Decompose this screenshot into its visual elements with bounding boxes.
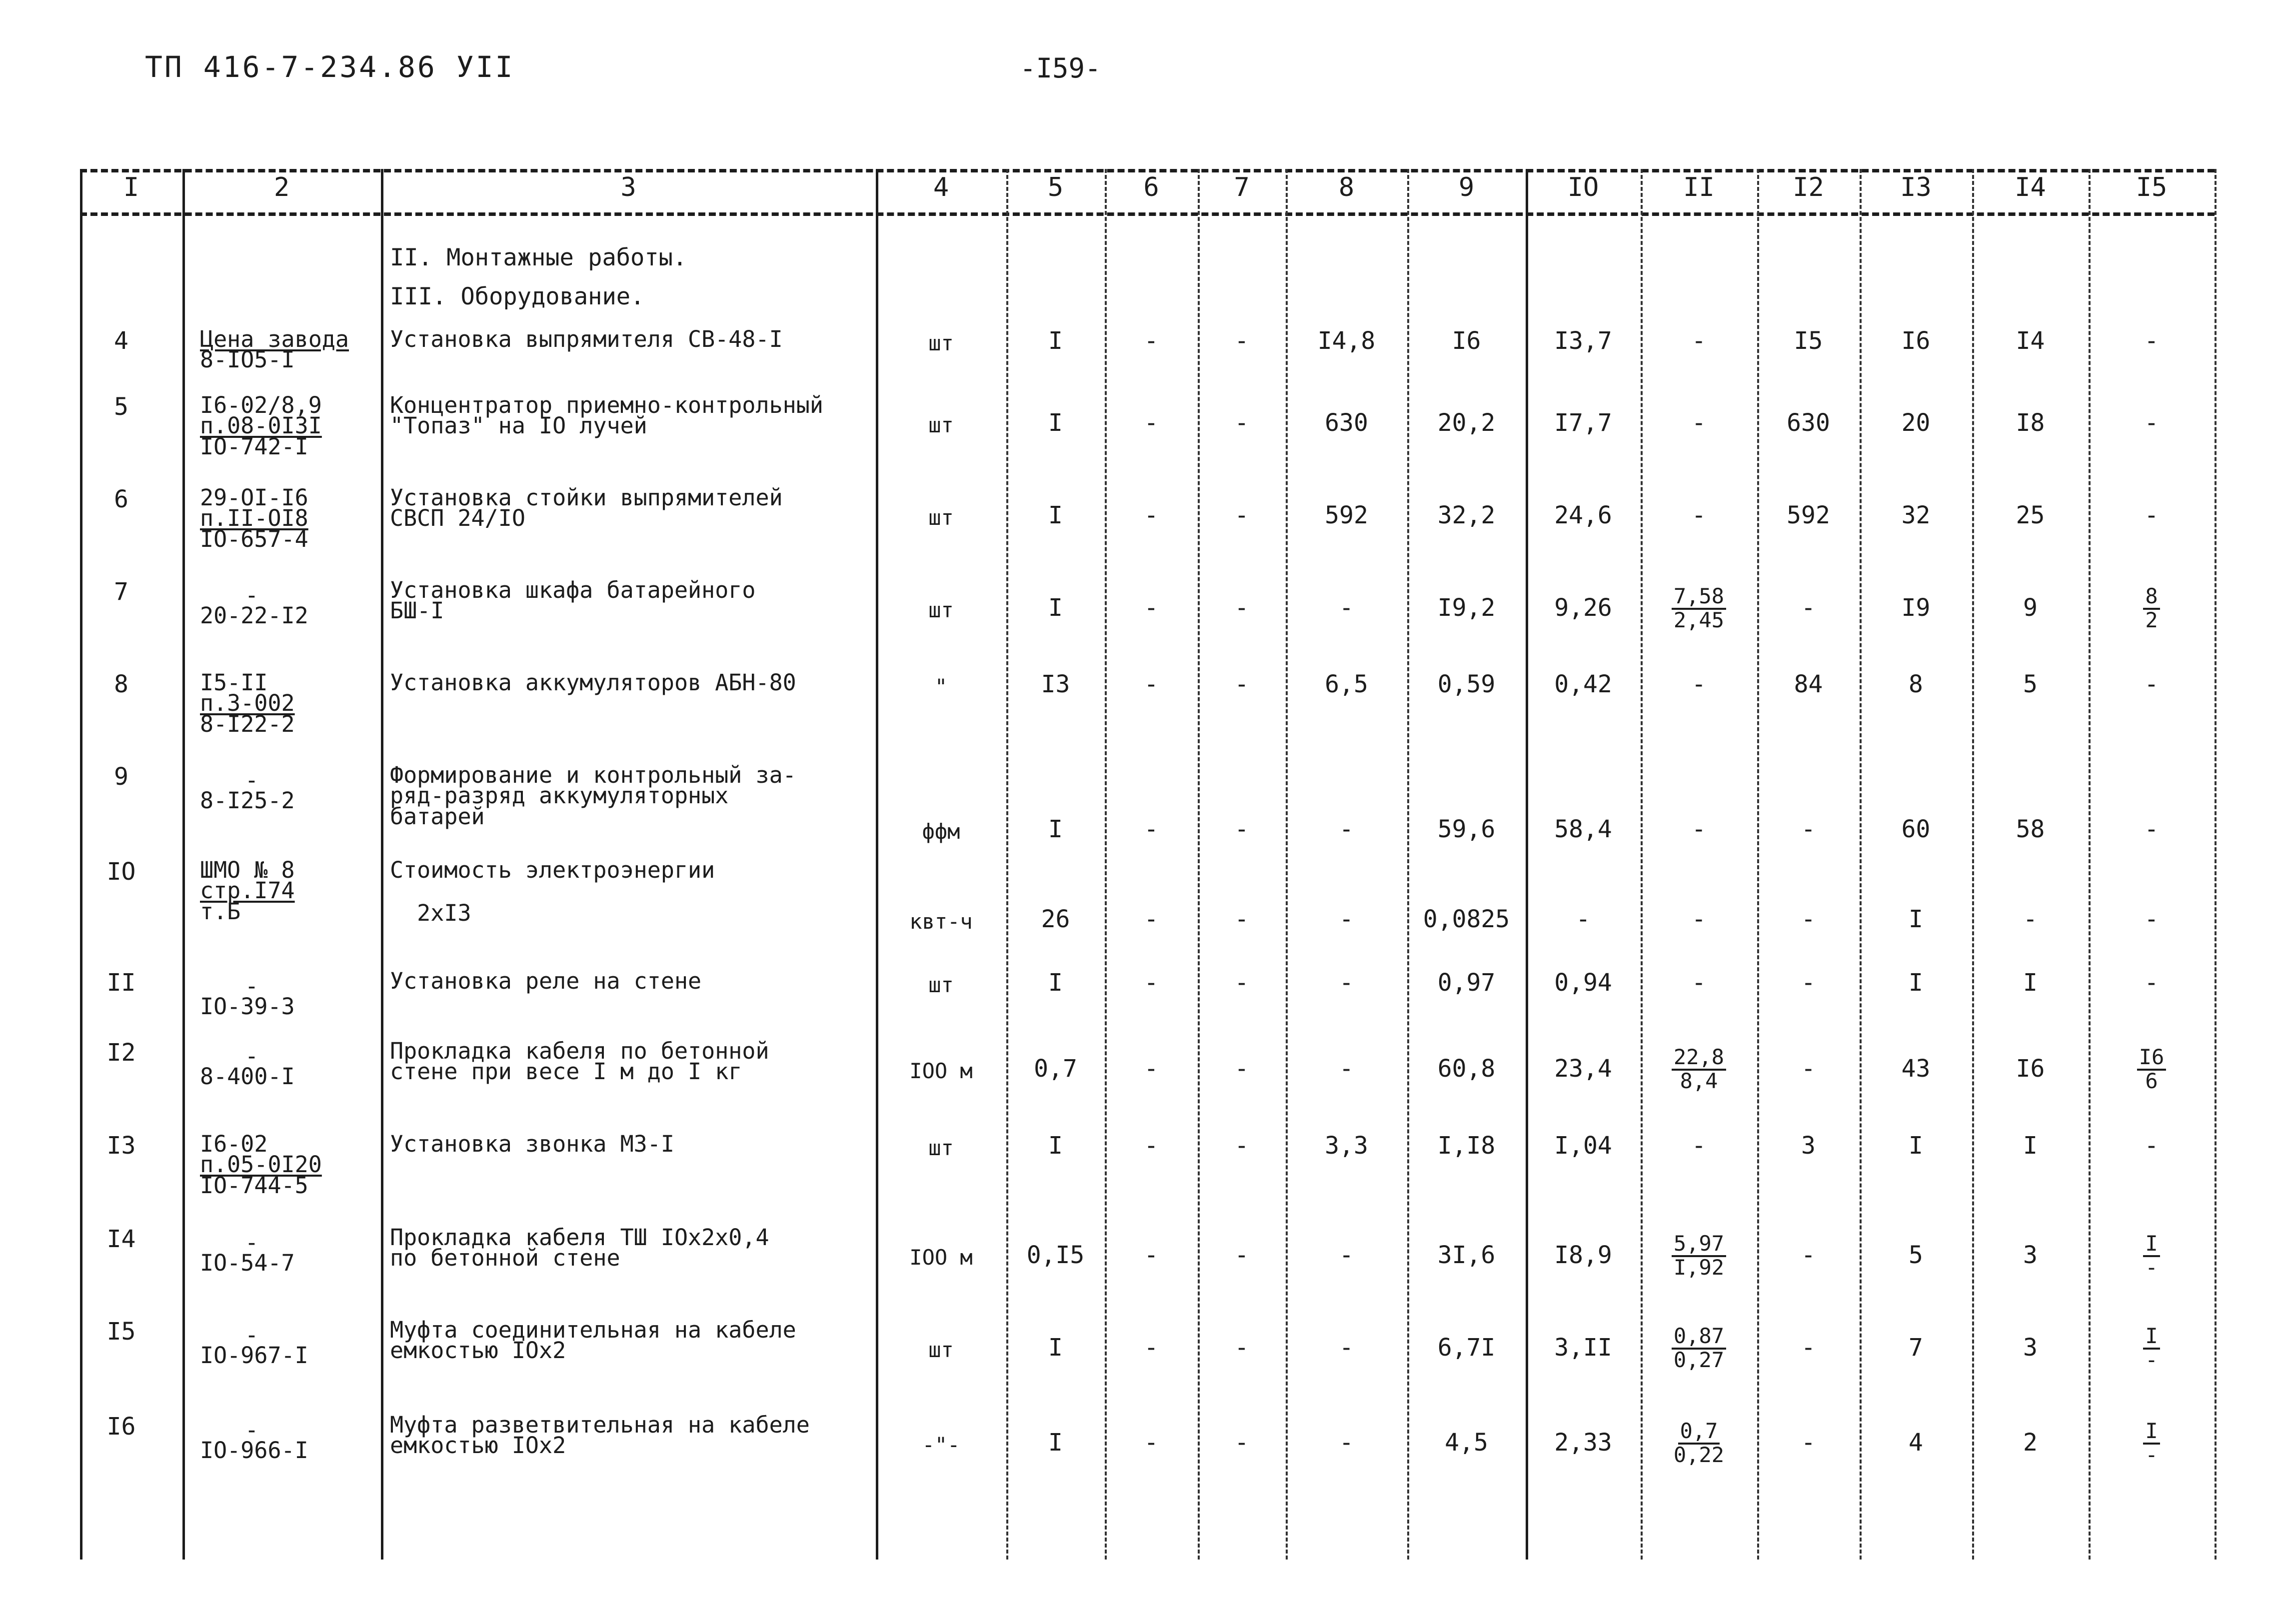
value-cell: 32,2 bbox=[1437, 501, 1496, 529]
fraction-numerator: 8 bbox=[2143, 586, 2160, 610]
fraction-value bbox=[1641, 1326, 1757, 1371]
work-description bbox=[390, 1038, 870, 1085]
work-description-line: Установка стойки выпрямителей bbox=[390, 484, 783, 511]
value-cell: I5 bbox=[1794, 327, 1823, 355]
work-description bbox=[390, 968, 870, 994]
fraction-denominator: 8,4 bbox=[1680, 1069, 1718, 1093]
work-description-line: емкостью IOx2 bbox=[390, 1337, 566, 1364]
value-cell: - bbox=[1692, 815, 1706, 843]
column-header: 6 bbox=[1143, 172, 1159, 202]
work-description-line: 2xI3 bbox=[390, 900, 471, 927]
value-cell: I bbox=[1048, 815, 1063, 843]
value-cell: I,04 bbox=[1554, 1132, 1612, 1160]
column-header: 8 bbox=[1338, 172, 1355, 202]
price-code-line: п.3-002 bbox=[200, 690, 295, 717]
value-cell: - bbox=[1801, 1055, 1816, 1083]
document-code: ТП 416-7-234.86 УII bbox=[145, 50, 515, 84]
fraction-value bbox=[1641, 1233, 1757, 1278]
price-code-line: т.Б bbox=[200, 898, 241, 925]
fraction-denominator: - bbox=[2145, 1443, 2158, 1467]
price-code-line: - bbox=[245, 1229, 259, 1256]
column-header: IO bbox=[1567, 172, 1599, 202]
work-description-line: Муфта разветвительная на кабеле bbox=[390, 1412, 810, 1438]
column-divider bbox=[182, 169, 185, 1560]
price-code-line: I6-02 bbox=[200, 1131, 268, 1157]
value-cell: - bbox=[2144, 1132, 2159, 1160]
value-cell: 592 bbox=[1787, 501, 1830, 529]
row-number: IO bbox=[106, 858, 136, 886]
fraction-numerator: I bbox=[2143, 1421, 2160, 1445]
value-cell: I bbox=[1909, 969, 1923, 997]
value-cell: 630 bbox=[1325, 409, 1368, 437]
value-cell: I8,9 bbox=[1554, 1241, 1612, 1269]
row-number: 5 bbox=[114, 393, 128, 421]
row-number: I4 bbox=[106, 1225, 136, 1253]
work-description-line: ряд-разряд аккумуляторных bbox=[390, 782, 729, 809]
value-cell: - bbox=[1234, 905, 1249, 933]
value-cell: I bbox=[1048, 327, 1063, 355]
value-cell: - bbox=[1234, 1334, 1249, 1362]
fraction-numerator: 7,58 bbox=[1672, 586, 1726, 610]
row-number: II bbox=[106, 969, 136, 997]
value-cell: I6 bbox=[2016, 1055, 2045, 1083]
header-bottom-line bbox=[80, 212, 2215, 216]
value-cell: - bbox=[2144, 670, 2159, 698]
value-cell: 58 bbox=[2016, 815, 2045, 843]
value-cell: 3,3 bbox=[1325, 1132, 1368, 1160]
value-cell: 5 bbox=[2023, 670, 2038, 698]
unit: IOO м bbox=[909, 1059, 973, 1083]
row-number: I5 bbox=[106, 1318, 136, 1346]
value-cell: 84 bbox=[1794, 670, 1823, 698]
value-cell: - bbox=[1801, 1429, 1816, 1457]
value-cell: 2 bbox=[2023, 1429, 2038, 1457]
value-cell: - bbox=[1339, 815, 1354, 843]
price-code bbox=[200, 1417, 385, 1464]
value-cell: I4,8 bbox=[1317, 327, 1376, 355]
unit: шт bbox=[928, 413, 954, 437]
price-code-line: ШМО № 8 bbox=[200, 857, 295, 883]
price-code bbox=[200, 767, 385, 814]
work-description bbox=[390, 392, 870, 439]
work-description-line: стене при весе I м до I кг bbox=[390, 1058, 742, 1085]
value-cell: 3 bbox=[2023, 1334, 2038, 1362]
value-cell: - bbox=[1339, 1055, 1354, 1083]
value-cell: I bbox=[1048, 594, 1063, 622]
fraction-denominator: 0,27 bbox=[1673, 1348, 1725, 1372]
fraction-numerator: I6 bbox=[2137, 1047, 2167, 1071]
value-cell: - bbox=[1144, 1241, 1159, 1269]
column-header: 2 bbox=[273, 172, 290, 202]
value-cell: - bbox=[1692, 969, 1706, 997]
price-code-line: п.05-0I20 bbox=[200, 1151, 322, 1178]
work-description bbox=[390, 857, 870, 927]
work-description bbox=[390, 577, 870, 624]
value-cell: 8 bbox=[1909, 670, 1923, 698]
value-cell: 60,8 bbox=[1437, 1055, 1496, 1083]
value-cell: 60 bbox=[1901, 815, 1931, 843]
value-cell: - bbox=[1234, 1055, 1249, 1083]
value-cell: I7,7 bbox=[1554, 409, 1612, 437]
value-cell: I3 bbox=[1041, 670, 1070, 698]
fraction-value bbox=[1641, 1047, 1757, 1092]
value-cell: - bbox=[1234, 670, 1249, 698]
value-cell: I6 bbox=[1901, 327, 1931, 355]
value-cell: 6,5 bbox=[1325, 670, 1368, 698]
work-description bbox=[390, 326, 870, 352]
value-cell: - bbox=[1692, 670, 1706, 698]
fraction-numerator: I bbox=[2143, 1326, 2160, 1350]
value-cell: I9,2 bbox=[1437, 594, 1496, 622]
work-description-line: Установка реле на стене bbox=[390, 968, 702, 994]
value-cell: - bbox=[1234, 1241, 1249, 1269]
fraction-denominator: I,92 bbox=[1673, 1255, 1725, 1280]
price-code bbox=[200, 1229, 385, 1277]
price-code bbox=[200, 1322, 385, 1369]
fraction-value bbox=[2089, 1326, 2215, 1371]
value-cell: I bbox=[1048, 409, 1063, 437]
value-cell: - bbox=[1234, 1429, 1249, 1457]
unit: ффм bbox=[922, 819, 960, 844]
price-code-line: - bbox=[245, 582, 259, 608]
column-header: 5 bbox=[1047, 172, 1064, 202]
work-description-line: БШ-I bbox=[390, 597, 444, 624]
value-cell: I4 bbox=[2016, 327, 2045, 355]
fraction-numerator: 0,87 bbox=[1672, 1326, 1726, 1350]
value-cell: - bbox=[1144, 327, 1159, 355]
section-title-equipment: III. Оборудование. bbox=[390, 283, 645, 310]
fraction-denominator: - bbox=[2145, 1348, 2158, 1372]
fraction-value bbox=[1641, 1421, 1757, 1466]
unit: " bbox=[934, 674, 948, 699]
fraction-numerator: 5,97 bbox=[1672, 1233, 1726, 1257]
value-cell: I6 bbox=[1452, 327, 1481, 355]
price-code bbox=[200, 1043, 385, 1090]
value-cell: - bbox=[2144, 409, 2159, 437]
value-cell: I bbox=[1048, 1334, 1063, 1362]
fraction-value bbox=[2089, 586, 2215, 631]
value-cell: - bbox=[1339, 594, 1354, 622]
value-cell: - bbox=[1801, 905, 1816, 933]
fraction-numerator: I bbox=[2143, 1233, 2160, 1257]
work-description bbox=[390, 1224, 870, 1272]
fraction-value bbox=[1641, 586, 1757, 631]
value-cell: 630 bbox=[1787, 409, 1830, 437]
column-header: II bbox=[1683, 172, 1715, 202]
value-cell: 43 bbox=[1901, 1055, 1931, 1083]
value-cell: - bbox=[1801, 1334, 1816, 1362]
value-cell: - bbox=[1234, 501, 1249, 529]
value-cell: I bbox=[1048, 969, 1063, 997]
price-code-line: IO-967-I bbox=[200, 1342, 308, 1369]
value-cell: - bbox=[1144, 1132, 1159, 1160]
unit: шт bbox=[928, 1338, 954, 1362]
value-cell: - bbox=[2023, 905, 2038, 933]
value-cell: 3 bbox=[2023, 1241, 2038, 1269]
fraction-value bbox=[2089, 1047, 2215, 1092]
row-number: 9 bbox=[114, 763, 128, 791]
value-cell: - bbox=[1801, 969, 1816, 997]
work-description-line: Стоимость электроэнергии bbox=[390, 857, 715, 883]
price-code bbox=[200, 669, 385, 737]
unit: IOO м bbox=[909, 1245, 973, 1270]
value-cell: - bbox=[1144, 905, 1159, 933]
value-cell: 23,4 bbox=[1554, 1055, 1612, 1083]
table-top-line bbox=[80, 169, 2215, 172]
price-code bbox=[200, 1131, 385, 1199]
price-code-line: п.08-0I3I bbox=[200, 412, 322, 439]
value-cell: - bbox=[1692, 409, 1706, 437]
value-cell: I bbox=[2023, 1132, 2038, 1160]
price-code-line: - bbox=[245, 1417, 259, 1443]
value-cell: 3 bbox=[1801, 1132, 1816, 1160]
price-code bbox=[200, 484, 385, 552]
work-description-line: Прокладка кабеля по бетонной bbox=[390, 1038, 769, 1064]
value-cell: 26 bbox=[1041, 905, 1070, 933]
row-number: 6 bbox=[114, 485, 128, 513]
work-description bbox=[390, 484, 870, 532]
row-number: 7 bbox=[114, 578, 128, 606]
value-cell: I9 bbox=[1901, 594, 1931, 622]
column-header: I5 bbox=[2136, 172, 2168, 202]
fraction-denominator: - bbox=[2145, 1255, 2158, 1280]
value-cell: 58,4 bbox=[1554, 815, 1612, 843]
value-cell: 32 bbox=[1901, 501, 1931, 529]
price-code-line: стр.I74 bbox=[200, 877, 295, 904]
work-description-line: Муфта соединительная на кабеле bbox=[390, 1317, 796, 1343]
value-cell: 0,0825 bbox=[1423, 905, 1510, 933]
work-description bbox=[390, 1412, 870, 1459]
value-cell: - bbox=[1234, 409, 1249, 437]
price-code-line: 20-22-I2 bbox=[200, 602, 308, 629]
value-cell: I,I8 bbox=[1437, 1132, 1496, 1160]
value-cell: - bbox=[1144, 1429, 1159, 1457]
fraction-value bbox=[2089, 1233, 2215, 1278]
price-code-line: 29-OI-I6 bbox=[200, 484, 308, 511]
work-description-line: батарей bbox=[390, 803, 485, 830]
value-cell: - bbox=[1801, 1241, 1816, 1269]
price-code-line: I6-02/8,9 bbox=[200, 392, 322, 418]
value-cell: 24,6 bbox=[1554, 501, 1612, 529]
value-cell: 25 bbox=[2016, 501, 2045, 529]
price-code-line: I5-II bbox=[200, 669, 268, 696]
value-cell: 9,26 bbox=[1554, 594, 1612, 622]
fraction-numerator: 0,7 bbox=[1678, 1421, 1720, 1445]
value-cell: 2,33 bbox=[1554, 1429, 1612, 1457]
price-code-line: - bbox=[245, 1322, 259, 1348]
value-cell: 9 bbox=[2023, 594, 2038, 622]
fraction-denominator: 2,45 bbox=[1673, 608, 1725, 632]
value-cell: - bbox=[1692, 501, 1706, 529]
value-cell: - bbox=[1339, 969, 1354, 997]
value-cell: 7 bbox=[1909, 1334, 1923, 1362]
value-cell: - bbox=[1234, 969, 1249, 997]
price-code-line: - bbox=[245, 1043, 259, 1069]
value-cell: - bbox=[1576, 905, 1591, 933]
price-code bbox=[200, 392, 385, 460]
unit: -"- bbox=[922, 1433, 960, 1457]
work-description-line: СВСП 24/IO bbox=[390, 505, 525, 532]
work-description-line: Установка звонка МЗ-I bbox=[390, 1131, 674, 1157]
value-cell: I bbox=[1909, 905, 1923, 933]
value-cell: - bbox=[1144, 670, 1159, 698]
price-code-line: 8-I25-2 bbox=[200, 787, 295, 814]
value-cell: 0,42 bbox=[1554, 670, 1612, 698]
row-number: 4 bbox=[114, 327, 128, 355]
row-number: 8 bbox=[114, 670, 128, 698]
value-cell: - bbox=[1339, 1429, 1354, 1457]
price-code-line: - bbox=[245, 973, 259, 999]
value-cell: I bbox=[1048, 1132, 1063, 1160]
work-description bbox=[390, 1317, 870, 1364]
column-header: 7 bbox=[1234, 172, 1250, 202]
column-header: 9 bbox=[1458, 172, 1475, 202]
value-cell: 59,6 bbox=[1437, 815, 1496, 843]
value-cell: - bbox=[1692, 905, 1706, 933]
value-cell: I3,7 bbox=[1554, 327, 1612, 355]
price-code bbox=[200, 326, 385, 373]
value-cell: - bbox=[2144, 905, 2159, 933]
value-cell: 4,5 bbox=[1445, 1429, 1488, 1457]
fraction-denominator: 2 bbox=[2145, 608, 2158, 632]
value-cell: - bbox=[1801, 594, 1816, 622]
value-cell: - bbox=[2144, 969, 2159, 997]
value-cell: - bbox=[1234, 1132, 1249, 1160]
value-cell: 3I,6 bbox=[1437, 1241, 1496, 1269]
value-cell: - bbox=[1801, 815, 1816, 843]
price-code-line: 8-IO5-I bbox=[200, 346, 295, 373]
column-header: 4 bbox=[933, 172, 949, 202]
value-cell: - bbox=[1234, 327, 1249, 355]
value-cell: - bbox=[2144, 327, 2159, 355]
value-cell: - bbox=[1144, 501, 1159, 529]
work-description bbox=[390, 1131, 870, 1157]
work-description-line: Концентратор приемно-контрольный bbox=[390, 392, 823, 418]
value-cell: 20,2 bbox=[1437, 409, 1496, 437]
price-code-line: 8-I22-2 bbox=[200, 710, 295, 737]
value-cell: - bbox=[1339, 905, 1354, 933]
fraction-numerator: 22,8 bbox=[1672, 1047, 1726, 1071]
value-cell: 0,97 bbox=[1437, 969, 1496, 997]
work-description bbox=[390, 669, 870, 696]
price-code bbox=[200, 973, 385, 1020]
work-description-line: Прокладка кабеля ТШ IOx2x0,4 bbox=[390, 1224, 769, 1251]
unit: шт bbox=[928, 973, 954, 997]
value-cell: - bbox=[1144, 969, 1159, 997]
price-code-line: 8-400-I bbox=[200, 1063, 295, 1090]
price-code-line: IO-657-4 bbox=[200, 525, 308, 552]
value-cell: 20 bbox=[1901, 409, 1931, 437]
unit: шт bbox=[928, 598, 954, 622]
price-code-line: IO-54-7 bbox=[200, 1250, 295, 1277]
work-description-line: по бетонной стене bbox=[390, 1245, 620, 1272]
value-cell: 3,II bbox=[1554, 1334, 1612, 1362]
price-code-line: IO-742-I bbox=[200, 433, 308, 460]
work-description-line: Установка шкафа батарейного bbox=[390, 577, 756, 603]
value-cell: I bbox=[2023, 969, 2038, 997]
price-code-line: Цена завода bbox=[200, 326, 349, 352]
value-cell: 0,59 bbox=[1437, 670, 1496, 698]
work-description-line: емкостью IOx2 bbox=[390, 1432, 566, 1459]
value-cell: - bbox=[1144, 409, 1159, 437]
unit: шт bbox=[928, 505, 954, 530]
value-cell: - bbox=[1234, 594, 1249, 622]
column-header: I bbox=[123, 172, 139, 202]
row-number: I6 bbox=[106, 1413, 136, 1441]
unit: шт bbox=[928, 331, 954, 355]
value-cell: 4 bbox=[1909, 1429, 1923, 1457]
value-cell: - bbox=[1144, 815, 1159, 843]
column-header: I4 bbox=[2015, 172, 2046, 202]
value-cell: - bbox=[1144, 594, 1159, 622]
work-description-line: "Топаз" на IO лучей bbox=[390, 412, 647, 439]
column-divider bbox=[2215, 169, 2217, 1560]
value-cell: 5 bbox=[1909, 1241, 1923, 1269]
value-cell: - bbox=[2144, 501, 2159, 529]
column-header: 3 bbox=[620, 172, 636, 202]
value-cell: I8 bbox=[2016, 409, 2045, 437]
price-code-line: - bbox=[245, 767, 259, 793]
section-title-installation: II. Монтажные работы. bbox=[390, 244, 687, 271]
value-cell: 6,7I bbox=[1437, 1334, 1496, 1362]
price-code-line: IO-744-5 bbox=[200, 1172, 308, 1199]
value-cell: - bbox=[1339, 1241, 1354, 1269]
column-header: I2 bbox=[1793, 172, 1824, 202]
value-cell: I bbox=[1909, 1132, 1923, 1160]
price-code-line: IO-966-I bbox=[200, 1437, 308, 1464]
price-code-line: п.II-OI8 bbox=[200, 505, 308, 532]
work-description bbox=[390, 762, 870, 830]
fraction-denominator: 6 bbox=[2145, 1069, 2158, 1093]
value-cell: - bbox=[1692, 1132, 1706, 1160]
value-cell: I bbox=[1048, 1429, 1063, 1457]
fraction-denominator: 0,22 bbox=[1673, 1443, 1725, 1467]
unit: квт-ч bbox=[909, 909, 973, 934]
value-cell: - bbox=[1339, 1334, 1354, 1362]
value-cell: - bbox=[1144, 1334, 1159, 1362]
value-cell: - bbox=[2144, 815, 2159, 843]
value-cell: - bbox=[1144, 1055, 1159, 1083]
row-number: I3 bbox=[106, 1132, 136, 1160]
page-number: -I59- bbox=[1020, 52, 1101, 84]
fraction-value bbox=[2089, 1421, 2215, 1466]
work-description-line: Формирование и контрольный за- bbox=[390, 762, 796, 788]
value-cell: - bbox=[1692, 327, 1706, 355]
value-cell: 0,94 bbox=[1554, 969, 1612, 997]
work-description-line: Установка аккумуляторов АБН-80 bbox=[390, 669, 796, 696]
unit: шт bbox=[928, 1136, 954, 1160]
value-cell: - bbox=[1234, 815, 1249, 843]
price-code-line: IO-39-3 bbox=[200, 993, 295, 1020]
value-cell: 592 bbox=[1325, 501, 1368, 529]
value-cell: 0,I5 bbox=[1026, 1241, 1085, 1269]
row-number: I2 bbox=[106, 1039, 136, 1067]
price-code bbox=[200, 582, 385, 629]
value-cell: I bbox=[1048, 501, 1063, 529]
value-cell: 0,7 bbox=[1034, 1055, 1077, 1083]
price-code bbox=[200, 857, 385, 925]
work-description-line: Установка выпрямителя СВ-48-I bbox=[390, 326, 783, 352]
column-header: I3 bbox=[1900, 172, 1932, 202]
